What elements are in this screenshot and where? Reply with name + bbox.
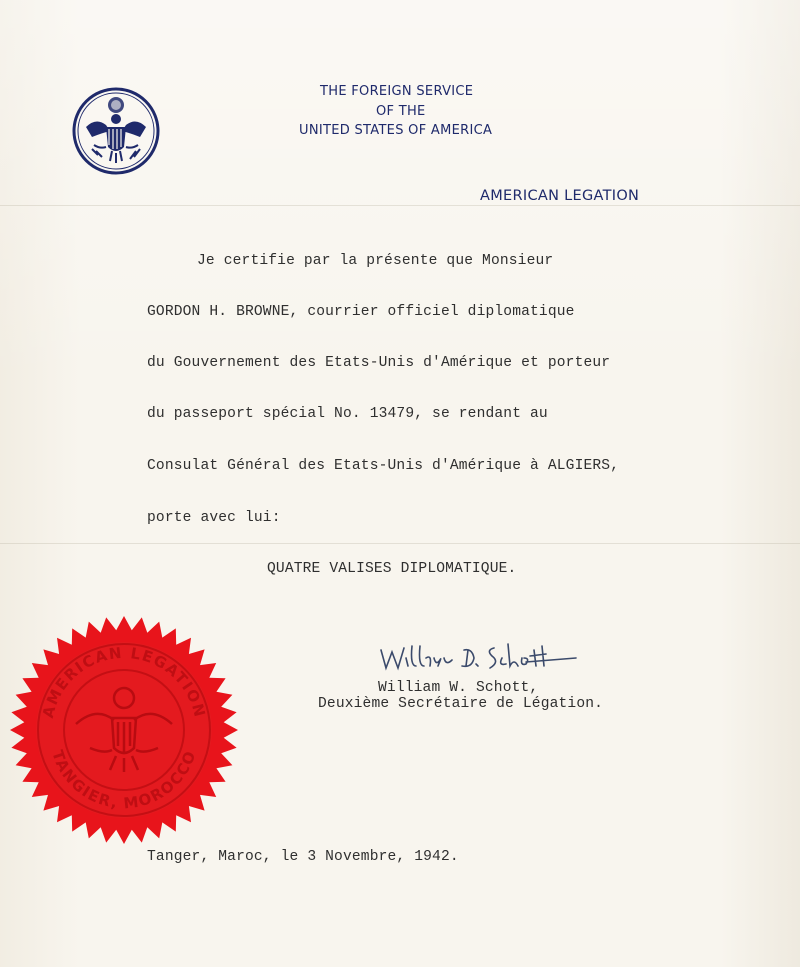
handwritten-signature <box>376 636 581 676</box>
legation-seal <box>6 614 242 846</box>
body-line: Consulat Général des Etats-Unis d'Amérique à ALGIERS, <box>147 458 620 474</box>
body-line: du Gouvernement des Etats-Unis d'Amérique et porteur <box>147 355 611 371</box>
body-line: GORDON H. BROWNE, courrier officiel diplomatique <box>147 304 575 320</box>
signatory-title: Deuxième Secrétaire de Légation. <box>318 696 604 712</box>
seal-text-top: AMERICAN LEGATION <box>38 643 210 720</box>
seal-text-bottom: TANGIER, MOROCCO <box>48 747 200 813</box>
office-heading: AMERICAN LEGATION <box>480 188 640 204</box>
great-seal-emblem-icon <box>72 87 160 175</box>
place-and-date: Tanger, Maroc, le 3 Novembre, 1942. <box>147 849 459 865</box>
letterhead-line: UNITED STATES OF AMERICA <box>299 123 493 138</box>
body-line: Je certifie par la présente que Monsieur <box>197 253 554 269</box>
paper-fold <box>0 205 800 206</box>
item-line: QUATRE VALISES DIPLOMATIQUE. <box>267 561 517 577</box>
letterhead-line: OF THE <box>376 104 426 119</box>
letterhead-line: THE FOREIGN SERVICE <box>320 84 474 99</box>
body-line: porte avec lui: <box>147 510 281 526</box>
signatory-name: William W. Schott, <box>378 680 539 696</box>
paper-fold <box>0 543 800 544</box>
body-line: du passeport spécial No. 13479, se rendant au <box>147 406 548 422</box>
